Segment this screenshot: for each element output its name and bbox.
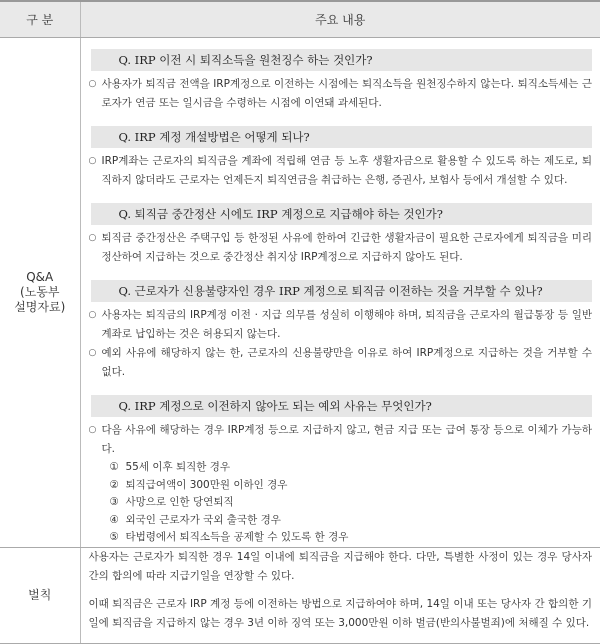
question-box: Q. 퇴직금 중간정산 시에도 IRP 계정으로 지급해야 하는 것인가? [91, 203, 593, 225]
answer-item [89, 421, 593, 459]
list-item [110, 494, 593, 512]
qa-item-4 [89, 267, 593, 382]
question-box: Q. IRP 계정 개설방법은 어떻게 되나? [91, 126, 593, 148]
question-box: Q. 근로자가 신용불량자인 경우 IRP 계정으로 퇴직금 이전하는 것을 거부할 수 있나? [91, 280, 593, 302]
penalty-row [0, 548, 600, 644]
answer-text: 퇴직금 중간정산은 주택구입 등 한정된 사유에 한하여 긴급한 생활자금이 필요한 근로자에게 퇴직금을 미리 정산하여 지급하는 것으로 중간정산 취지상 IRP계정으로 지급하지 않아도 된다. [101, 232, 592, 263]
circle-bullet-icon: ○ [88, 233, 97, 243]
qa-item-3 [89, 190, 593, 267]
penalty-label: 벌칙 [0, 548, 80, 644]
answer-text: 예외 사유에 해당하지 않는 한, 근로자의 신용불량만을 이유로 하여 IRP계정으로 지급하는 것을 거부할 수 없다. [101, 347, 592, 378]
header-main-content: 주요 내용 [80, 1, 600, 38]
header-category: 구 분 [0, 1, 80, 38]
qa-label-line: 설명자료) [14, 300, 66, 314]
penalty-content [80, 548, 600, 644]
question-box: Q. IRP 계정으로 이전하지 않아도 되는 예외 사유는 무엇인가? [91, 395, 593, 417]
list-text: 퇴직급여액이 300만원 이하인 경우 [125, 478, 288, 491]
answer-item [89, 152, 593, 190]
circle-bullet-icon: ○ [88, 425, 97, 435]
list-number: ① [109, 461, 119, 473]
qa-label [0, 38, 80, 548]
list-text: 외국인 근로자가 국외 출국한 경우 [125, 513, 281, 526]
circle-bullet-icon: ○ [88, 79, 97, 89]
header-row [0, 1, 600, 38]
qa-row [0, 38, 600, 548]
qa-label-line: (노동부 [20, 285, 60, 299]
qa-label-line: Q&A [26, 270, 54, 284]
answer-text: 다음 사유에 해당하는 경우 IRP계정 등으로 지급하지 않고, 현금 지급 또는 급여 통장 등으로 이체가 가능하다. [101, 424, 592, 455]
list-item [110, 459, 593, 477]
qa-item-5 [89, 382, 593, 547]
qa-content [80, 38, 600, 548]
list-text: 사망으로 인한 당연퇴직 [125, 496, 234, 508]
list-text: 55세 이후 퇴직한 경우 [125, 461, 231, 473]
penalty-paragraph: 사용자는 근로자가 퇴직한 경우 14일 이내에 퇴직금을 지급해야 한다. 다만, 특별한 사정이 있는 경우 당사자 간의 합의에 따라 지급기일을 연장할 수 있다. [88, 551, 592, 582]
list-item [110, 477, 593, 495]
circle-bullet-icon: ○ [88, 156, 97, 166]
list-number: ③ [109, 496, 119, 508]
list-item [110, 529, 593, 547]
answer-text: 사용자는 퇴직금의 IRP계정 이전 · 지급 의무를 성실히 이행해야 하며, 퇴직금을 근로자의 월급통장 등 일반계좌로 납입하는 것은 허용되지 않는다. [101, 309, 592, 340]
answer-item [89, 344, 593, 382]
answer-item [89, 229, 593, 267]
question-box: Q. IRP 이전 시 퇴직소득을 원천징수 하는 것인가? [91, 49, 593, 71]
list-number: ④ [109, 513, 119, 526]
answer-text: IRP계좌는 근로자의 퇴직금을 계좌에 적립해 연금 등 노후 생활자금으로 활용할 수 있도록 하는 제도로, 퇴직하지 않더라도 근로자는 언제든지 퇴직연금을 취급하는 은행, 증권사, 보험사 등에서 개설할 수 있다. [101, 155, 592, 186]
circle-bullet-icon: ○ [88, 348, 97, 358]
answer-item [89, 306, 593, 344]
answer-item [89, 75, 593, 113]
qa-item-2 [89, 113, 593, 190]
penalty-paragraph: 이때 퇴직금은 근로자 IRP 계정 등에 이전하는 방법으로 지급하여야 하며, 14일 이내 또는 당사자 간 합의한 기일에 퇴직금을 지급하지 않는 경우 3년 이하 징역 또는 3,000만원 이하 벌금(반의사불벌죄)에 처해질 수 있다. [88, 598, 592, 629]
list-number: ② [109, 478, 119, 491]
exception-list [89, 459, 593, 547]
list-item [110, 512, 593, 530]
circle-bullet-icon: ○ [88, 310, 97, 320]
list-number: ⑤ [109, 531, 119, 543]
qa-item-1 [89, 38, 593, 113]
answer-text: 사용자가 퇴직금 전액을 IRP계정으로 이전하는 시점에는 퇴직소득을 원천징수하지 않는다. 퇴직소득세는 근로자가 연금 또는 일시금을 수령하는 시점에 이연돼 과세된다. [101, 78, 592, 109]
list-text: 타법령에서 퇴직소득을 공제할 수 있도록 한 경우 [125, 531, 349, 543]
